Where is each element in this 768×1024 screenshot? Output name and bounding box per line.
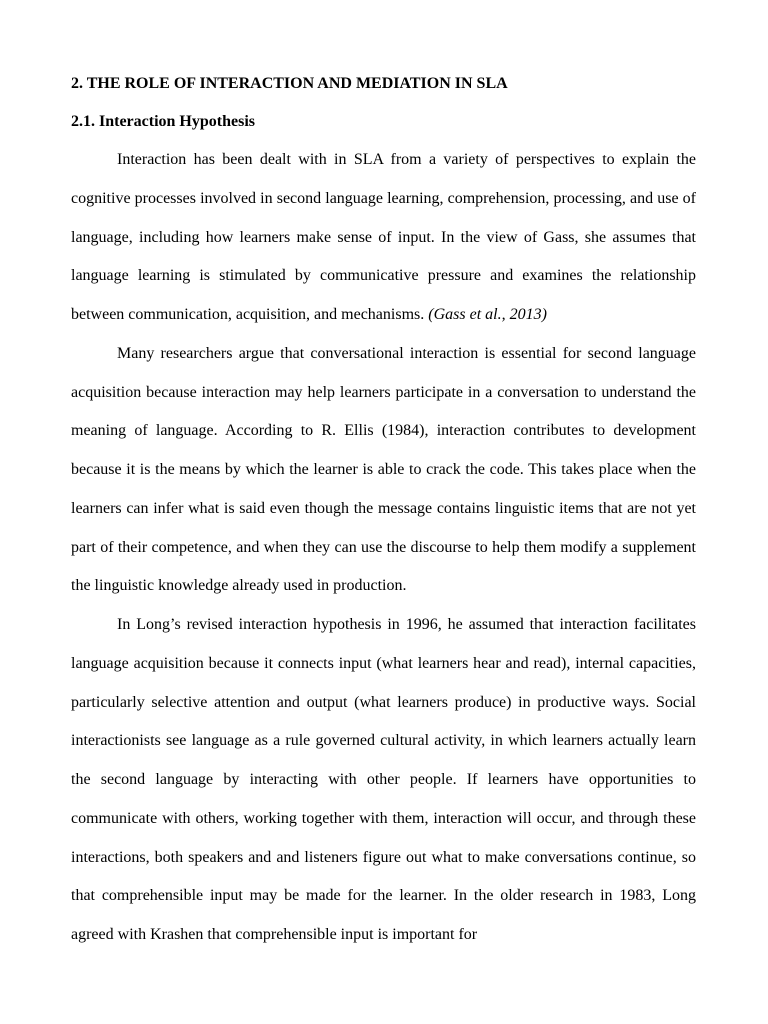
paragraph-long: In Long’s revised interaction hypothesis in 1996, he assumed that interaction facilitates language acquisition because it connects input (what learners hear and read), internal capacities, particularly selective attention and output (what learners produce) in productive ways. Social interactionists see language as a rule governed cultural activity, in which learners actually learn the second language by interacting with other people. If learners have opportunities to communicate with others, working together with them, interaction will occur, and through these interactions, both speakers and and listeners figure out what to make conversations continue, so that comprehensible input may be made for the learner. In the older research in 1983, Long agreed with Krashen that comprehensible input is important for bbox=[71, 616, 696, 943]
citation: (Gass et al., 2013) bbox=[428, 306, 547, 323]
paragraph-gass bbox=[71, 141, 696, 335]
section-heading: 2. THE ROLE OF INTERACTION AND MEDIATION IN SLA bbox=[71, 75, 508, 92]
subsection-heading: 2.1. Interaction Hypothesis bbox=[71, 113, 255, 130]
paragraph-text: Interaction has been dealt with in SLA from a variety of perspectives to explain the cognitive processes involved in second language learning, comprehension, processing, and use of language, including how learners make sense of input. In the view of Gass, she assumes that language learning is stimulated by communicative pressure and examines the relationship between communication, acquisition, and mechanisms. bbox=[71, 151, 696, 323]
document-body bbox=[71, 74, 696, 955]
paragraph-ellis: Many researchers argue that conversational interaction is essential for second language acquisition because interaction may help learners participate in a conversation to understand the meaning of language. According to R. Ellis (1984), interaction contributes to development because it is the means by which the learner is able to crack the code. This takes place when the learners can infer what is said even though the message contains linguistic items that are not yet part of their competence, and when they can use the discourse to help them modify a supplement the linguistic knowledge already used in production. bbox=[71, 344, 696, 595]
